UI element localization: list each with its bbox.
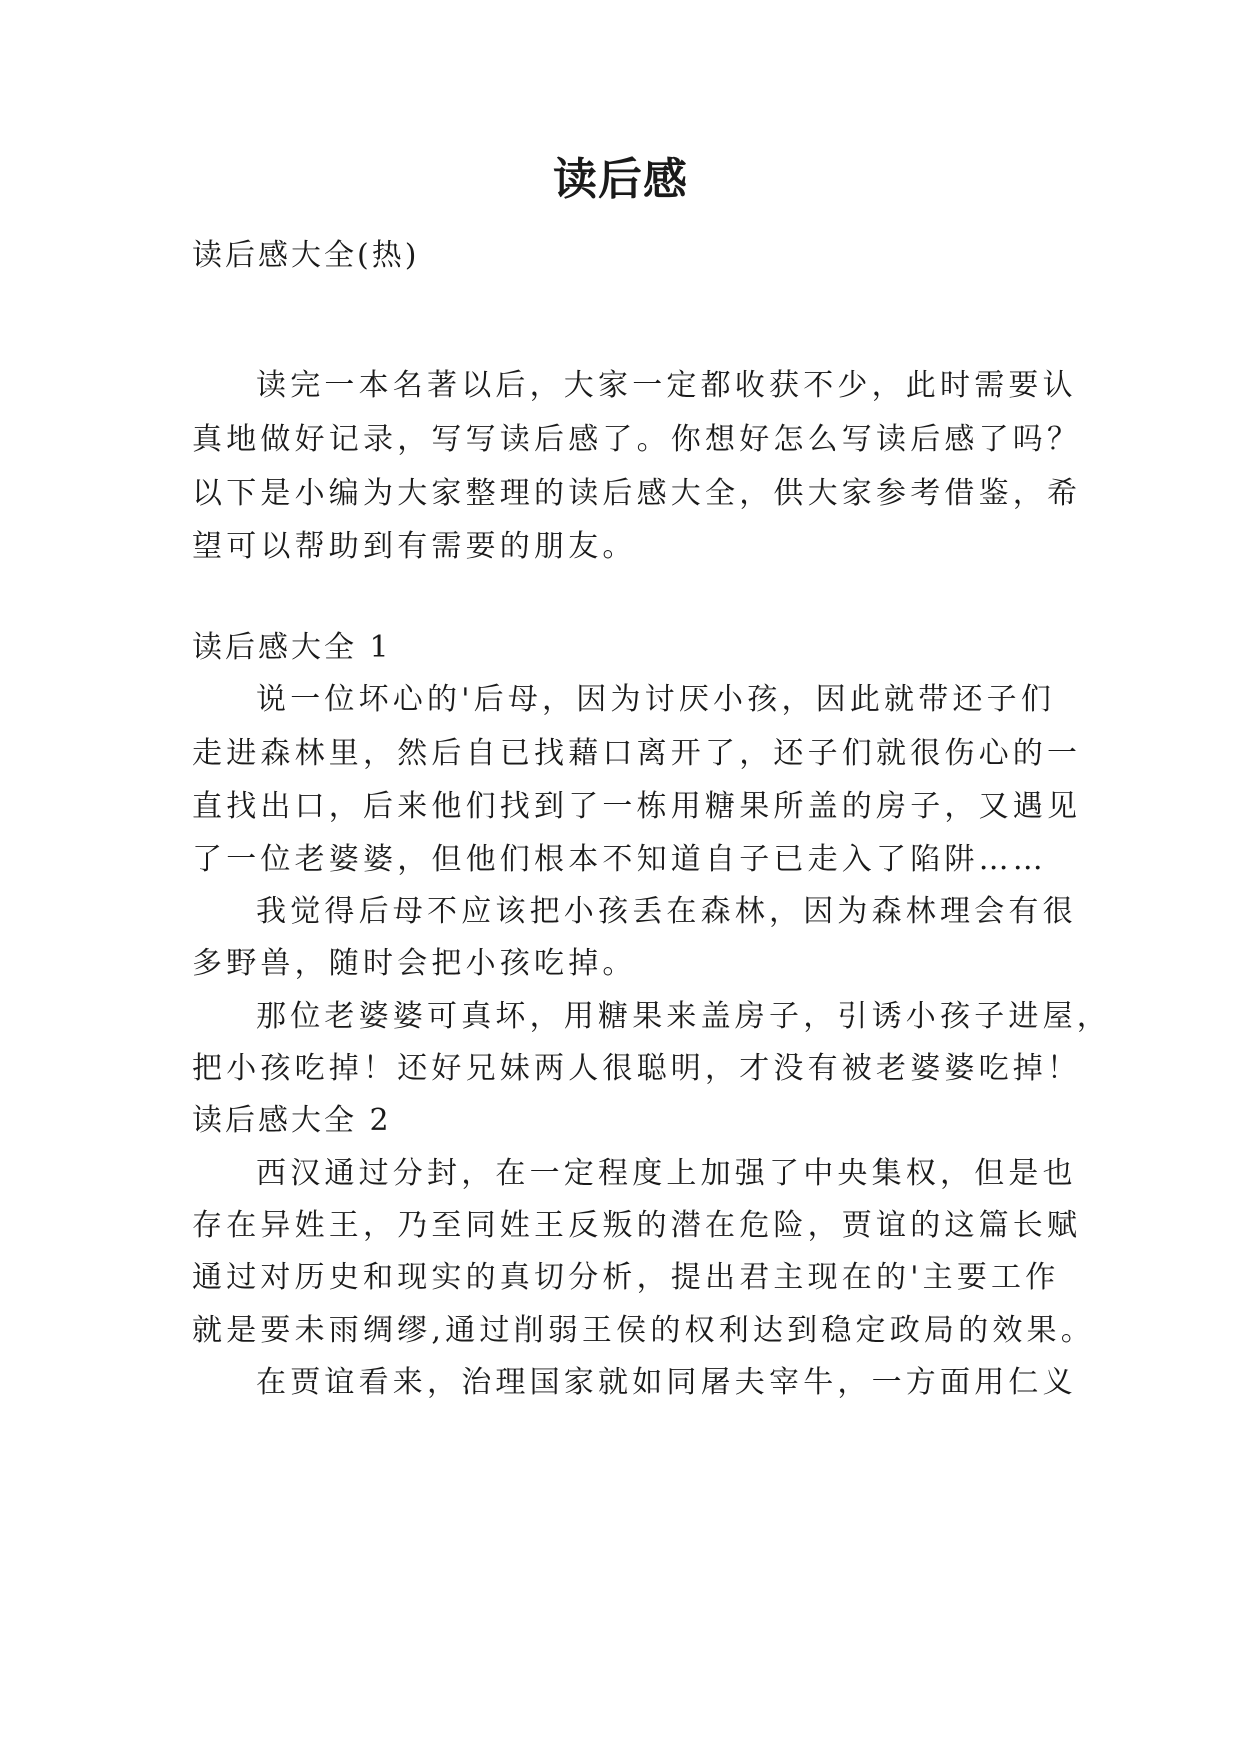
- intro-line: 真地做好记录，写写读后感了。你想好怎么写读后感了吗？: [192, 422, 1082, 457]
- section2-para1-line: 西汉通过分封，在一定程度上加强了中央集权，但是也: [256, 1156, 1077, 1191]
- section1-para2-line: 多野兽，随时会把小孩吃掉。: [192, 946, 637, 981]
- section1-para3-line: 那位老婆婆可真坏，用糖果来盖房子，引诱小孩子进屋，: [256, 999, 1111, 1034]
- section2-para1-line: 存在异姓王，乃至同姓王反叛的潜在危险，贾谊的这篇长赋: [192, 1208, 1082, 1243]
- section-heading-1: 读后感大全 1: [192, 630, 392, 665]
- section2-para1-line: 通过对历史和现实的真切分析，提出君主现在的'主要工作: [192, 1260, 1060, 1295]
- intro-line: 望可以帮助到有需要的朋友。: [192, 529, 637, 564]
- section2-para1-line: 就是要未雨绸缪,通过削弱王侯的权利达到稳定政局的效果。: [192, 1313, 1095, 1348]
- section1-para1-line: 说一位坏心的'后母，因为讨厌小孩，因此就带还子们: [256, 682, 1056, 717]
- main-heading: 读后感大全(热): [192, 238, 420, 273]
- section2-para2-line: 在贾谊看来，治理国家就如同屠夫宰牛，一方面用仁义: [256, 1365, 1077, 1400]
- section1-para1-line: 走进森林里，然后自已找藉口离开了，还子们就很伤心的一: [192, 736, 1082, 771]
- section1-para3-line: 把小孩吃掉！还好兄妹两人很聪明，才没有被老婆婆吃掉！: [192, 1051, 1082, 1086]
- section1-para1-line: 直找出口，后来他们找到了一栋用糖果所盖的房子，又遇见: [192, 789, 1082, 824]
- section1-para2-line: 我觉得后母不应该把小孩丢在森林，因为森林理会有很: [256, 894, 1077, 929]
- intro-line: 读完一本名著以后，大家一定都收获不少，此时需要认: [256, 368, 1077, 403]
- section-heading-2: 读后感大全 2: [192, 1103, 392, 1138]
- document-title: 读后感: [553, 154, 688, 205]
- section1-para1-line: 了一位老婆婆，但他们根本不知道自子已走入了陷阱……: [192, 842, 1047, 877]
- intro-line: 以下是小编为大家整理的读后感大全，供大家参考借鉴，希: [192, 476, 1082, 511]
